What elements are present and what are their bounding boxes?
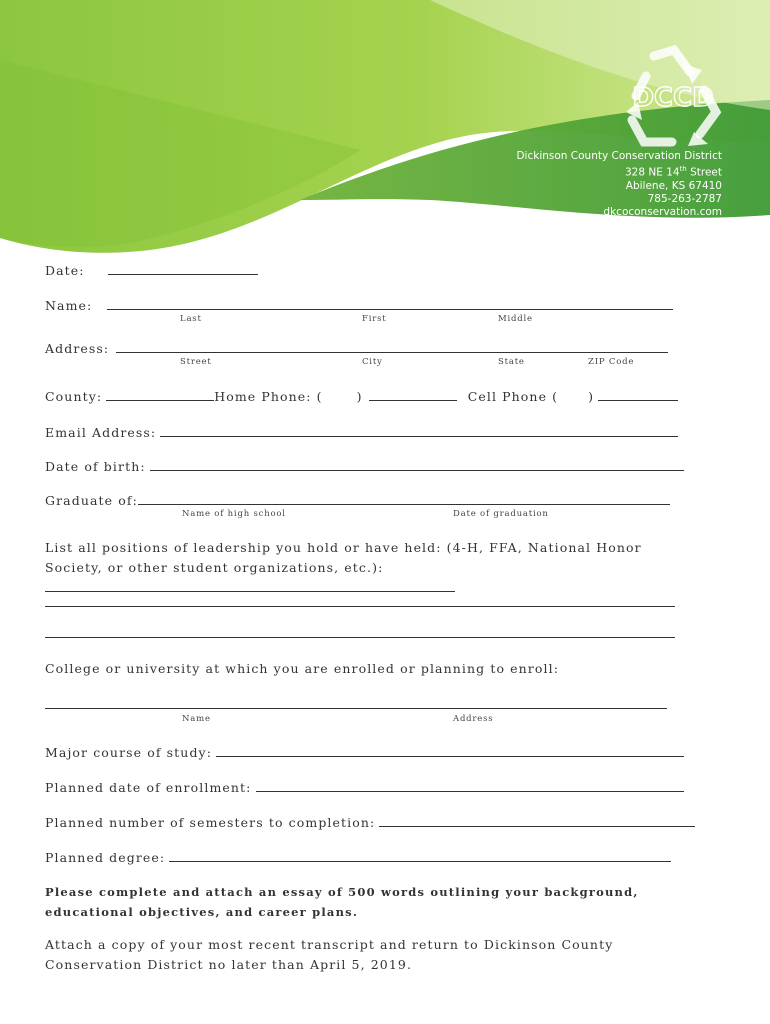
district-name: Dickinson County Conservation District [516, 150, 722, 162]
date-field[interactable] [108, 262, 258, 275]
college-sub-name: Name [182, 714, 211, 724]
semesters-field[interactable] [379, 814, 695, 827]
email-field[interactable] [160, 424, 678, 437]
address-label: Address: [45, 341, 110, 356]
college-field[interactable] [45, 708, 667, 709]
major-label: Major course of study: [45, 745, 213, 760]
graduate-sub-school: Name of high school [182, 509, 286, 519]
degree-label: Planned degree: [45, 850, 166, 865]
district-street-end: Street [686, 166, 722, 179]
name-field[interactable] [107, 297, 673, 310]
leadership-line-3[interactable] [45, 637, 675, 638]
graduate-row [45, 492, 670, 508]
enrollment-row [45, 779, 684, 795]
email-label: Email Address: [45, 425, 157, 440]
leadership-line-2[interactable] [45, 606, 675, 607]
enrollment-field[interactable] [256, 779, 684, 792]
district-website: dkcoconservation.com [603, 205, 722, 218]
college-sub-address: Address [453, 714, 494, 724]
name-sub-middle: Middle [498, 314, 533, 324]
district-contact-block [516, 150, 722, 219]
home-phone-open: Home Phone: ( [214, 389, 323, 404]
address-row [45, 340, 668, 356]
name-sub-first: First [362, 314, 387, 324]
enrollment-label: Planned date of enrollment: [45, 780, 252, 795]
email-row [45, 424, 678, 440]
semesters-label: Planned number of semesters to completion: [45, 815, 376, 830]
degree-row [45, 849, 671, 865]
essay-instruction: Please complete and attach an essay of 500 words outlining your background, educational objectives, and career plans. [45, 885, 639, 919]
leadership-text: List all positions of leadership you hold or have held: (4-H, FFA, National Honor Society, or other student organizations, etc.): [45, 540, 642, 575]
cell-phone-label: Cell Phone ( [467, 389, 559, 404]
graduate-sub-date: Date of graduation [453, 509, 549, 519]
district-phone: 785-263-2787 [647, 192, 722, 205]
logo-text: DCCD [632, 83, 714, 113]
date-label: Date: [45, 263, 85, 278]
dob-label: Date of birth: [45, 459, 146, 474]
graduate-field[interactable] [138, 492, 670, 505]
degree-field[interactable] [169, 849, 671, 862]
date-row [45, 262, 258, 278]
district-city: Abilene, KS 67410 [625, 179, 722, 192]
district-street [516, 163, 722, 180]
major-field[interactable] [216, 744, 684, 757]
transcript-instruction: Attach a copy of your most recent transcript and return to Dickinson County Conservation District no later than April 5, 2019. [45, 937, 614, 972]
name-row [45, 297, 673, 313]
county-label: County: [45, 389, 103, 404]
name-label: Name: [45, 298, 93, 313]
address-sub-zip: ZIP Code [588, 357, 635, 367]
dob-field[interactable] [150, 458, 684, 471]
semesters-row [45, 814, 695, 830]
leadership-field[interactable] [45, 579, 455, 592]
name-sub-last: Last [180, 314, 202, 324]
dob-row [45, 458, 684, 474]
address-sub-state: State [498, 357, 525, 367]
major-row [45, 744, 684, 760]
address-field[interactable] [116, 340, 668, 353]
county-field[interactable] [106, 388, 214, 401]
county-phone-row [45, 388, 678, 404]
address-sub-city: City [362, 357, 383, 367]
college-prompt: College or university at which you are enrolled or planning to enroll: [45, 661, 560, 676]
leadership-prompt [45, 538, 677, 598]
recycle-logo-icon [614, 42, 732, 154]
district-street-sup: th [679, 165, 687, 173]
district-street-main: 328 NE 14 [624, 166, 680, 179]
home-phone-close: ) [356, 389, 363, 404]
home-phone-field[interactable] [369, 388, 457, 401]
cell-phone-field[interactable] [598, 388, 678, 401]
address-sub-street: Street [180, 357, 212, 367]
cell-phone-close: ) [588, 389, 595, 404]
graduate-label: Graduate of: [45, 493, 138, 508]
